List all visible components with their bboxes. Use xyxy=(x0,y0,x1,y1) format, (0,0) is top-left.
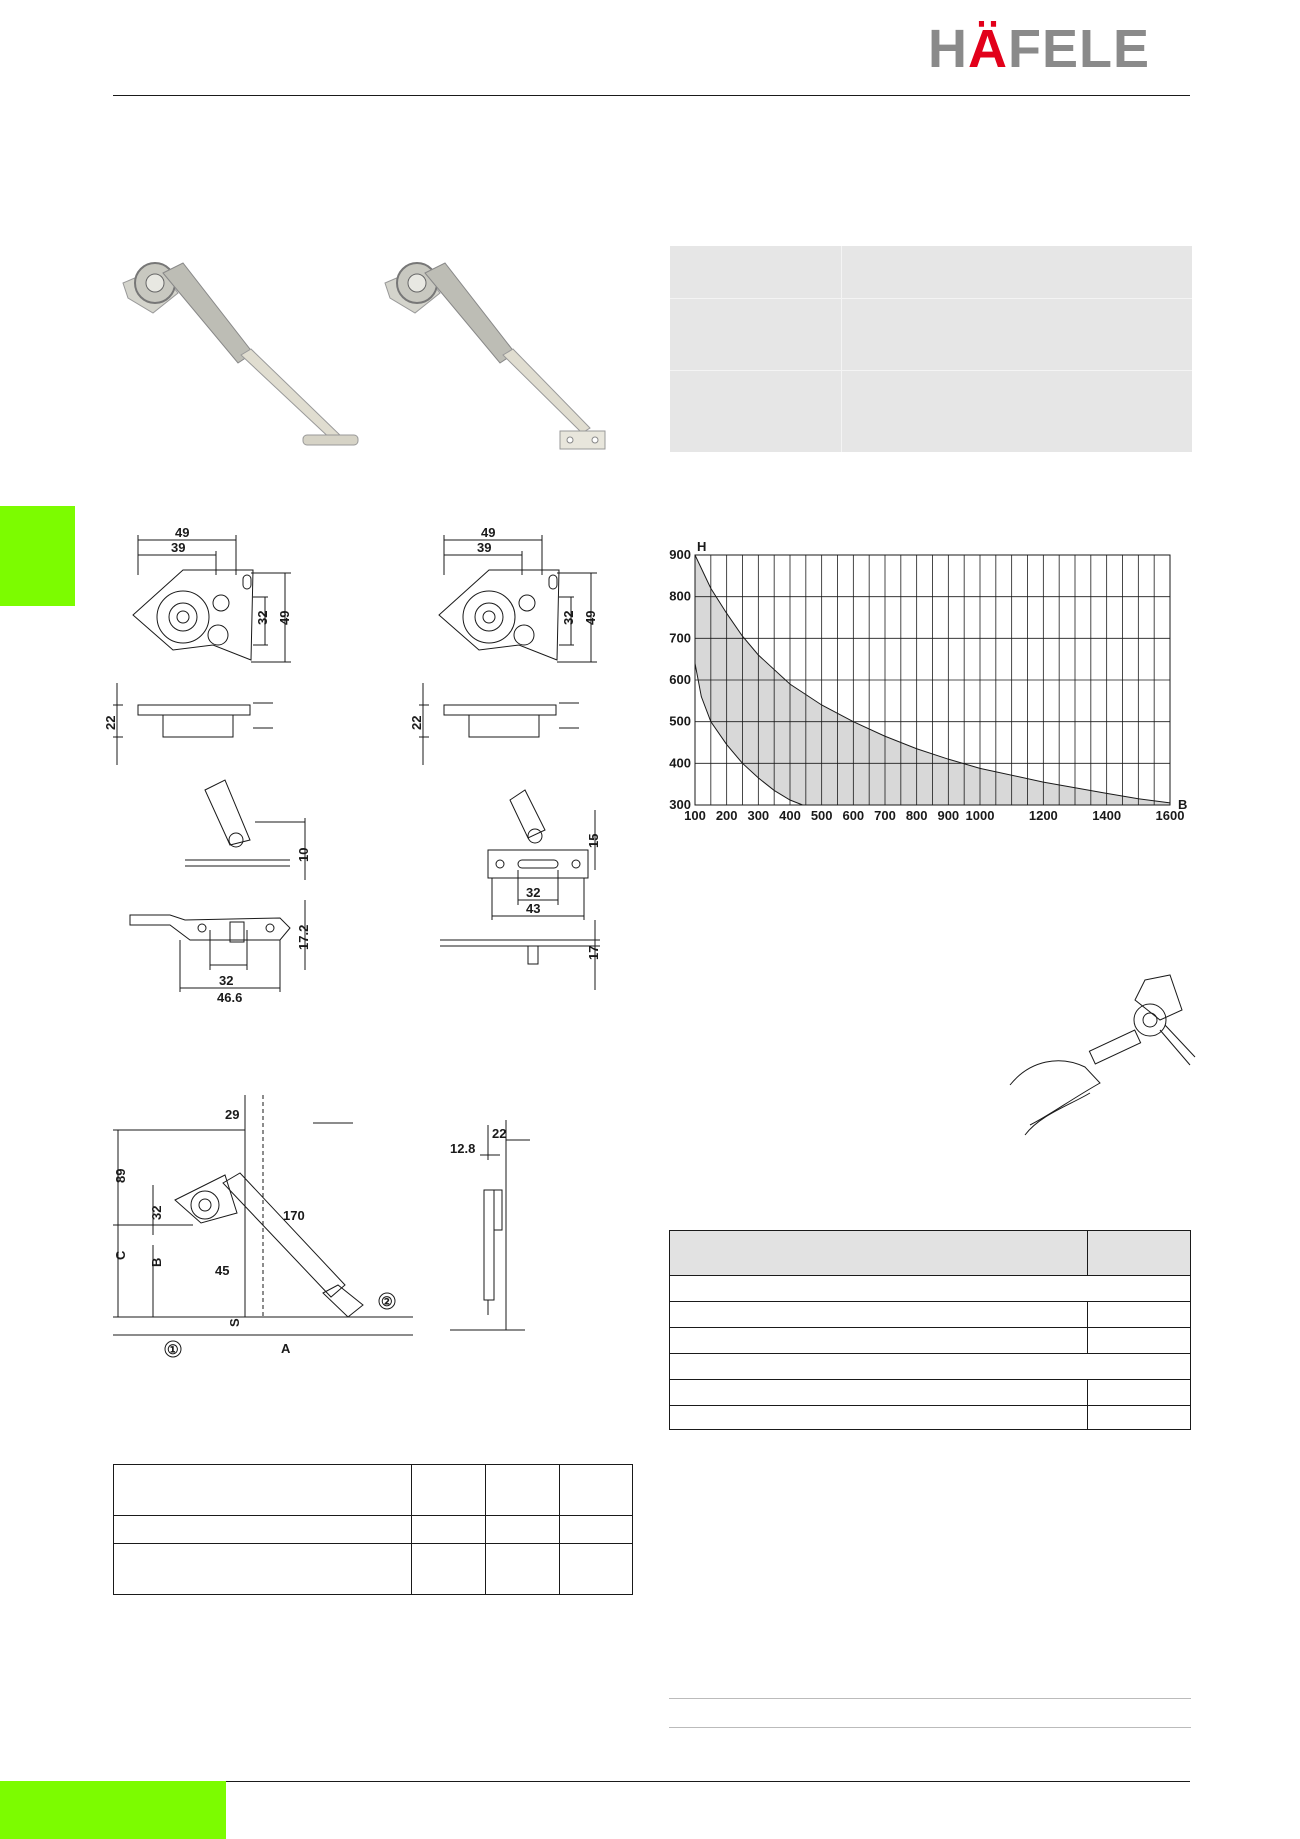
footer-tab xyxy=(0,1781,226,1839)
side-view-drawing xyxy=(450,1120,540,1340)
dim-side: 22 xyxy=(409,715,424,730)
y-tick-label: 800 xyxy=(669,588,691,604)
dim-89: 89 xyxy=(113,1168,128,1183)
dim-22: 22 xyxy=(492,1126,507,1141)
dim-bracket-h2: 17.2 xyxy=(296,924,311,950)
x-tick-label: 1400 xyxy=(1092,808,1122,823)
y-tick-label: 400 xyxy=(669,755,691,771)
dim-h1: 32 xyxy=(255,610,270,625)
dim-side: 22 xyxy=(103,715,118,730)
rule-1 xyxy=(669,1698,1191,1699)
spec-table xyxy=(670,246,1192,452)
dim-45: 45 xyxy=(215,1263,230,1278)
x-tick-label: 1600 xyxy=(1155,808,1185,823)
dim-12-8: 12.8 xyxy=(450,1141,476,1156)
dim-h2: 49 xyxy=(277,610,292,625)
x-tick-label: 400 xyxy=(779,808,801,823)
footer-rule xyxy=(226,1781,1190,1782)
x-tick-label: 900 xyxy=(937,808,960,823)
x-tick-label: 1200 xyxy=(1028,808,1058,823)
callout-2: ② xyxy=(381,1294,393,1309)
dim-bracket-w2: 43 xyxy=(526,901,541,916)
header-rule xyxy=(113,95,1190,96)
x-tick-label: 700 xyxy=(874,808,896,823)
callout-1: ① xyxy=(167,1342,179,1357)
x-axis-label: B xyxy=(1178,797,1188,812)
dim-32: 32 xyxy=(149,1205,164,1220)
dim-bracket-w1: 32 xyxy=(526,885,541,900)
installation-drawing xyxy=(113,1095,423,1365)
dim-w2: 39 xyxy=(477,540,492,555)
rule-2 xyxy=(669,1727,1191,1728)
dim-w1: 49 xyxy=(481,525,496,540)
dim-w1: 49 xyxy=(175,525,190,540)
x-tick-label: 600 xyxy=(842,808,865,823)
bracket-drawing-right xyxy=(440,790,640,1005)
x-tick-label: 500 xyxy=(810,808,833,823)
label-S: S xyxy=(227,1318,242,1327)
label-A: A xyxy=(281,1341,291,1356)
dim-h2: 49 xyxy=(583,610,598,625)
force-range-chart xyxy=(660,535,1200,835)
dim-h1: 32 xyxy=(561,610,576,625)
dim-bracket-h2: 17 xyxy=(586,945,601,960)
bracket-drawing-left xyxy=(130,780,330,1005)
adjustment-illustration xyxy=(1010,975,1195,1140)
x-tick-label: 300 xyxy=(747,808,770,823)
section-tab xyxy=(0,506,75,606)
dim-bracket-h: 15 xyxy=(586,833,601,848)
x-tick-label: 800 xyxy=(905,808,928,823)
label-B: B xyxy=(149,1257,164,1267)
hinge-drawing-right xyxy=(409,525,619,765)
dim-w2: 39 xyxy=(171,540,186,555)
dim-29: 29 xyxy=(225,1107,240,1122)
dim-170: 170 xyxy=(283,1208,305,1223)
y-tick-label: 600 xyxy=(669,672,691,687)
label-C: C xyxy=(113,1250,128,1260)
y-tick-label: 500 xyxy=(669,713,691,729)
y-tick-label: 900 xyxy=(669,547,691,562)
x-tick-label: 1000 xyxy=(965,808,995,823)
dim-bracket-h: 10 xyxy=(296,847,311,862)
product-image-left xyxy=(113,243,383,458)
x-tick-label: 200 xyxy=(715,808,738,823)
y-tick-label: 700 xyxy=(669,630,691,646)
order-table-right xyxy=(669,1230,1191,1430)
dim-bracket-w1: 32 xyxy=(219,973,234,988)
product-image-right xyxy=(375,243,645,458)
y-tick-label: 300 xyxy=(669,797,691,812)
order-table-left xyxy=(113,1464,633,1595)
y-axis-label: H xyxy=(697,539,707,554)
hinge-drawing-left xyxy=(103,525,313,765)
dim-bracket-w2: 46.6 xyxy=(217,990,243,1005)
hafele-logo: HÄFELE xyxy=(928,19,1151,79)
x-tick-label: 100 xyxy=(684,808,706,823)
